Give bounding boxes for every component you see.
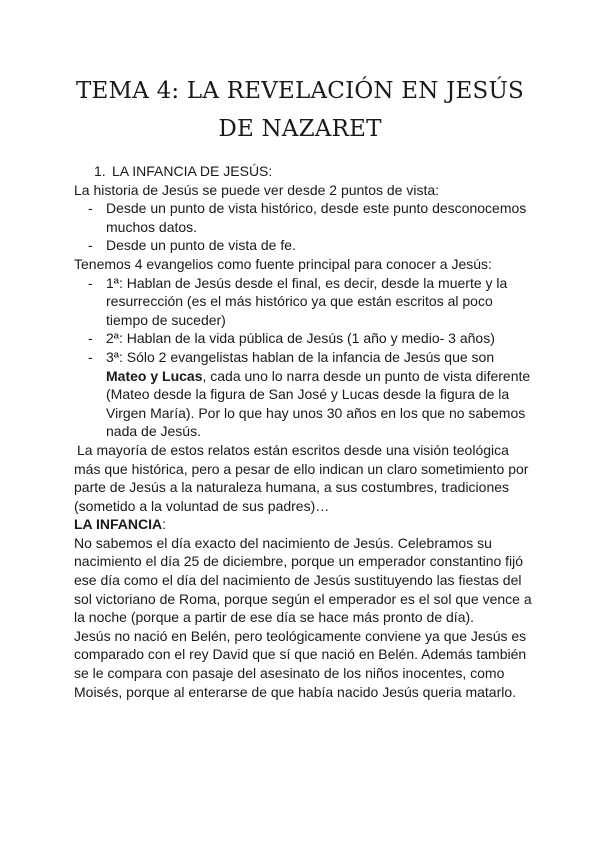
viewpoints-list <box>74 199 534 255</box>
evangelists-names: Mateo y Lucas <box>106 367 203 384</box>
belen-paragraph: Jesús no nació en Belén, pero teológicamente conviene ya que Jesús es comparado con el rey David que sí que nació en Belén. Además también se le compara con pasaje del asesinato de los niños inocentes, como Moisés, porque al enterarse de que había nacido Jesús queria matarlo. <box>74 627 527 700</box>
intro-paragraph: La historia de Jesús se puede ver desde 2 puntos de vista: <box>74 181 440 198</box>
list-item-text: 2ª: Hablan de la vida pública de Jesús (1 año y medio- 3 años) <box>106 330 495 347</box>
list-item <box>74 348 534 441</box>
list-item-text: 1ª: Hablan de Jesús desde el final, es decir, desde la muerte y la resurrección (es el más histórico ya que están escritos al poco tiempo de suceder) <box>106 274 508 328</box>
section-heading-infancia-de-jesus <box>74 162 534 181</box>
list-item <box>74 329 534 348</box>
list-item-text: Desde un punto de vista histórico, desde este punto desconocemos muchos datos. <box>106 200 527 235</box>
section-heading-text: LA INFANCIA DE JESÚS: <box>112 163 273 179</box>
dash-bullet: - <box>88 274 93 291</box>
infancia-heading-line <box>74 515 534 534</box>
document-body <box>74 162 534 701</box>
list-item-text-continued: , cada uno lo narra desde un punto de vista diferente (Mateo desde la figura de San José y Lucas desde la figura de la Virgen María). Por lo que hay unos 30 años en los que no sabemos nada de Jesús. <box>106 367 531 440</box>
dash-bullet: - <box>88 237 93 254</box>
dash-bullet: - <box>88 200 93 217</box>
list-item <box>74 199 534 236</box>
infancia-heading: LA INFANCIA <box>74 516 163 533</box>
infancia-heading-colon: : <box>162 516 167 533</box>
dash-bullet: - <box>88 330 93 347</box>
dash-bullet: - <box>88 348 93 365</box>
gospels-list <box>74 274 534 441</box>
document-title: TEMA 4: LA REVELACIÓN EN JESÚS DE NAZARET <box>76 78 524 142</box>
nacimiento-paragraph: No sabemos el día exacto del nacimiento de Jesús. Celebramos su nacimiento el día 25 de diciembre, porque un emperador constantino fijó ese día como el día del nacimiento de Jesús sustituyendo las fiestas del sol victoriano de Roma, porque según el emperador es el sol que vence a la noche (porque a partir de ese día se hace más pronto de día). <box>74 534 532 626</box>
section-number: 1. <box>94 163 106 179</box>
gospels-intro-paragraph: Tenemos 4 evangelios como fuente principal para conocer a Jesús: <box>74 255 492 272</box>
relatos-paragraph: La mayoría de estos relatos están escritos desde una visión teológica más que histórica, pero a pesar de ello indican un claro sometimiento por parte de Jesús a la naturaleza humana, a sus costumbres, tradiciones (sometido a la voluntad de sus padres)… <box>74 441 529 514</box>
list-item <box>74 236 534 255</box>
list-item <box>74 274 534 330</box>
list-item-text: Desde un punto de vista de fe. <box>106 237 296 254</box>
list-item-text: 3ª: Sólo 2 evangelistas hablan de la infancia de Jesús que son <box>106 348 495 365</box>
